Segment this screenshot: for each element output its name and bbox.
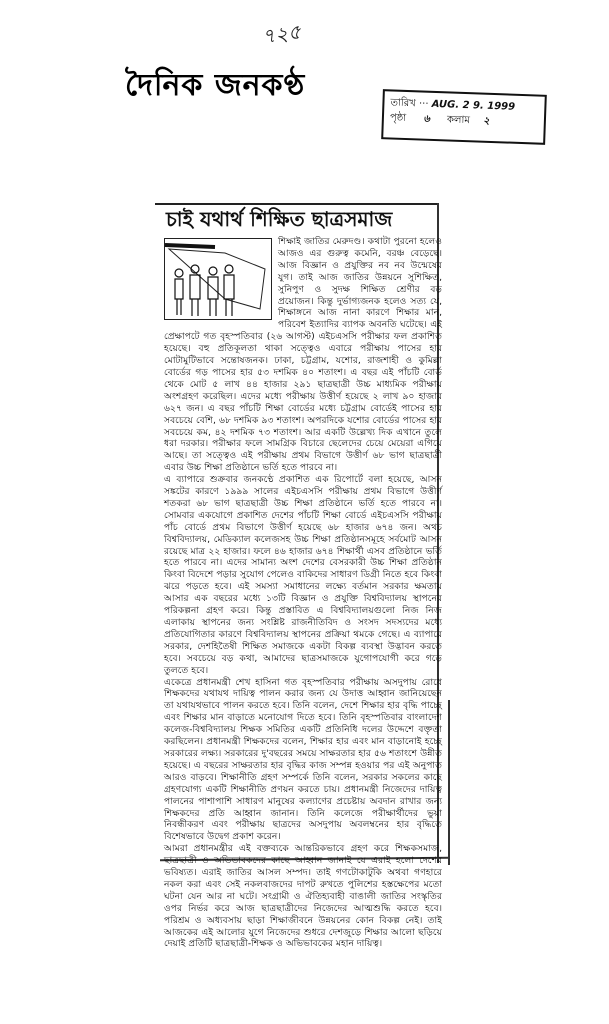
clipping-stamp (381, 89, 547, 145)
stamp-column-label: কলাম (446, 114, 471, 127)
article-title: চাই যথার্থ শিক্ষিত ছাত্রসমাজ (166, 207, 393, 231)
article-paragraph: শিক্ষাই জাতির মেরুদণ্ড। কথাটা পুরনো হলেও আজও এর গুরুত্ব কমেনি, বরঞ্চ বেড়েছে। আজ বিজ্ঞান ও প্রযুক্তির নব নব উন্মেষের যুগ। তাই আজ জাতির উন্নয়নে সুশিক্ষিত, সুনিপুণ ও সুদক্ষ শিক্ষিত শ্রেণীর বড় প্রয়োজন। কিন্তু দুর্ভাগ্যজনক হলেও সত্য যে, শিক্ষাঙ্গনে আজ নানা কারণে শিক্ষার মান, পরিবেশ ইত্যাদির ব্যাপক অবনতি ঘটেছে। এই প্রেক্ষাপটে গত বৃহস্পতিবার (২৬ আগস্ট) এইচএসসি পরীক্ষার ফল প্রকাশিত হয়েছে। বহু প্রতিকূলতা থাকা সত্ত্বেও এবারে পরীক্ষায় পাসের হার মোটামুটিভাবে সন্তোষজনক। ঢাকা, চট্টগ্রাম, যশোর, রাজশাহী ও কুমিল্লা বোর্ডের গড় পাসের হার ৫৩ দশমিক ৪০ শতাংশ। এ বছর এই পাঁচটি বোর্ড থেকে মোট ৫ লাখ ৪৪ হাজার ২৯১ ছাত্রছাত্রী উচ্চ মাধ্যমিক পরীক্ষায় অংশগ্রহণ করেছিল। এদের মধ্যে পরীক্ষায় উত্তীর্ণ হয়েছে ২ লাখ ৯০ হাজার ৬২৭ জন। এ বছর পাঁচটি শিক্ষা বোর্ডের মধ্যে চট্টগ্রাম বোর্ডেই পাসের হার সবচেয়ে বেশি, ৬৮ দশমিক ৯৩ শতাংশ। অপরদিকে যশোর বোর্ডের পাসের হার সবচেয়ে কম, ৪২ দশমিক ৭৩ শতাংশ। আর একটি উল্লেখ্য দিক এখানে তুলে ধরা দরকার। পরীক্ষার ফলে সামগ্রিক বিচারে ছেলেদের চেয়ে মেয়েরা এগিয়ে আছে। তা সত্ত্বেও এই পরীক্ষায় প্রথম বিভাগে উত্তীর্ণ ৬৮ ভাগ ছাত্রছাত্রী এবার উচ্চ শিক্ষা প্রতিষ্ঠানে ভর্তি হতে পারবে না। (164, 236, 442, 474)
stamp-date-value: AUG. 2 9. 1999 (431, 98, 516, 113)
stamp-dots: ··· (418, 98, 432, 110)
stamp-page-value: ৬ (423, 113, 430, 125)
newspaper-masthead: দৈনিক জনকণ্ঠ (125, 68, 306, 103)
handwritten-page-number: ৭২৫ (260, 19, 303, 49)
students-illustration (164, 238, 272, 320)
article-border-right-outer (448, 700, 450, 865)
stamp-column-value: ২ (482, 115, 490, 127)
article-paragraph: এ ব্যাপারে শুক্রবার জনকণ্ঠে প্রকাশিত এক রিপোর্টে বলা হয়েছে, আসন সঙ্কটের কারণে ১৯৯৯ সালের এইচএসসি পরীক্ষায় প্রথম বিভাগে উত্তীর্ণ শতকরা ৬৮ ভাগ ছাত্রছাত্রী উচ্চ শিক্ষা প্রতিষ্ঠানে ভর্তি হতে পারবে না। সোমবার একযোগে প্রকাশিত দেশের পাঁচটি শিক্ষা বোর্ডে এইচএসসি পরীক্ষায় পাঁচ বোর্ডে প্রথম বিভাগে উত্তীর্ণ হয়েছে ৬৮ হাজার ৬৭৪ জন। অথচ বিশ্ববিদ্যালয়, মেডিক্যাল কলেজসহ উচ্চ শিক্ষা প্রতিষ্ঠানসমূহে সর্বমোট আসন রয়েছে মাত্র ২২ হাজার। ফলে ৪৬ হাজার ৬৭৪ শিক্ষার্থী এসব প্রতিষ্ঠানে ভর্তি হতে পারবে না। এদের সামান্য অংশ দেশের বেসরকারী উচ্চ শিক্ষা প্রতিষ্ঠান কিংবা বিদেশে পড়ার সুযোগ পেলেও বাকিদের সাধারণ ডিগ্রী নিতে হবে কিংবা ঝরে পড়তে হবে। এই সমস্যা সমাধানের লক্ষ্যে বর্তমান সরকার ক্ষমতায় আসার এক বছরের মধ্যে ১৩টি বিজ্ঞান ও প্রযুক্তি বিশ্ববিদ্যালয় স্থাপনের পরিকল্পনা গ্রহণ করে। কিন্তু প্রস্তাবিত এ বিশ্ববিদ্যালয়গুলো নিজ নিজ এলাকায় স্থাপনের জন্য সংশ্লিষ্ট রাজনীতিবিদ ও সংসদ সদস্যদের মধ্যে প্রতিযোগিতার কারণে বিশ্ববিদ্যালয় স্থাপনের প্রক্রিয়া থমকে গেছে। এ ব্যাপারে সরকার, দেশহিতৈষী শিক্ষিত সমাজকে একটা বিকল্প ব্যবস্থা উদ্ভাবন করতে হবে। সবচেয়ে বড় কথা, আমাদের ছাত্রসমাজকে যুগোপযোগী করে গড়ে তুলতে হবে। (164, 474, 442, 676)
stamp-date-label: তারিখ (390, 97, 416, 110)
article-paragraph: একেত্রে প্রধানমন্ত্রী শেখ হাসিনা গত বৃহস্পতিবার পরীক্ষায় অসদুপায় রোধে শিক্ষকদের যথাযথ দায়িত্ব পালন করার জন্য যে উদাত্ত আহ্বান জানিয়েছেন তা যথাযথভাবে পালন করতে হবে। তিনি বলেন, দেশে শিক্ষার হার বৃদ্ধি পাচ্ছে এবং শিক্ষার মান বাড়াতে মনোযোগ দিতে হবে। তিনি বৃহস্পতিবার বাংলাদেশ কলেজ-বিশ্ববিদ্যালয় শিক্ষক সমিতির একটি প্রতিনিধি দলের উদ্দেশে বক্তৃতা করছিলেন। প্রধানমন্ত্রী শিক্ষকদের বলেন, শিক্ষার হার এবং মান বাড়ানোই হচ্ছে সরকারের লক্ষ্য। সরকারের দু'বছরের সময়ে সাক্ষরতার হার ৫৬ শতাংশে উন্নীত হয়েছে। এ বছরের সাক্ষরতার হার বৃদ্ধির কাজ সম্পন্ন হওয়ার পর এই অনুপাত আরও বাড়বে। শিক্ষানীতি গ্রহণ সম্পর্কে তিনি বলেন, সরকার সকলের কাছে গ্রহণযোগ্য একটি শিক্ষানীতি প্রণয়ন করতে চায়। প্রধানমন্ত্রী নিজেদের দায়িত্ব পালনের পাশাপাশি সাধারণ মানুষের কল্যাণের প্রচেষ্টায় অবদান রাখার জন্য শিক্ষকদের প্রতি আহ্বান জানান। তিনি কলেজে পরীক্ষার্থীদের ভুয়া নিবন্ধীকরণ এবং পরীক্ষায় ছাত্রদের অসদুপায় অবলম্বনের হার বৃদ্ধিতে বিশেষভাবে উদ্বেগ প্রকাশ করেন। (164, 676, 442, 843)
students-drawing-icon (165, 239, 271, 319)
article (160, 200, 442, 950)
article-paragraph: আমরা প্রধানমন্ত্রীর এই বক্তব্যকে আন্তরিকভাবে গ্রহণ করে শিক্ষকসমাজ, ছাত্রছাত্রী ও অভিভাবকদের কাছে আহ্বান জানাই যে এরাই হলো দেশের ভবিষ্যত। এরাই জাতির আসল সম্পদ। তাই গণটোকাটুকি অথবা গণহারে নকল করা এবং সেই নকলবাজদের দাপট রুখতে পুলিশের হস্তক্ষেপের মতো ঘটনা যেন আর না ঘটে। সংগ্রামী ও ঐতিহ্যবাহী বাঙালী জাতির সংস্কৃতির ওপর নির্ভর করে আজ ছাত্রছাত্রীদের নিজেদের আত্মশুদ্ধি করতে হবে। পরিশ্রম ও অধ্যবসায় ছাড়া শিক্ষাজীবনে উন্নয়নের কোন বিকল্প নেই। তাই আজকের এই আলোর যুগে নিজেদের শুধরে দেশজুড়ে শিক্ষার আলো ছড়িয়ে দেয়াই প্রতিটি ছাত্রছাত্রী-শিক্ষক ও অভিভাবকের মহান দায়িত্ব। (164, 843, 442, 950)
stamp-page-label: পৃষ্ঠা (389, 112, 407, 124)
